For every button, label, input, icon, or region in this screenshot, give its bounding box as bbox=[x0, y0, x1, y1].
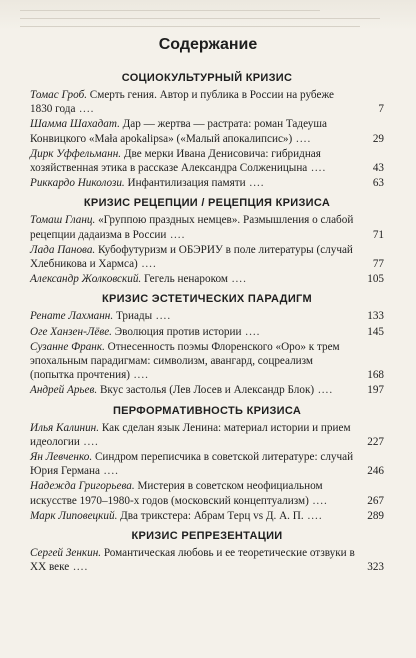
toc-entry[interactable] bbox=[30, 213, 384, 241]
entry-title: Триады bbox=[115, 310, 153, 323]
toc-entry[interactable] bbox=[30, 421, 384, 449]
entry-title: Отнесенность поэмы Флоренского «Оро» к трем эпохальным парадигмам: символизм, авангард, соцреализм (попытка прочтения) bbox=[30, 340, 340, 382]
leader-dots: .... bbox=[152, 310, 172, 323]
entry-title: Инфантилизация памяти bbox=[127, 177, 246, 190]
page-number: 71 bbox=[372, 228, 384, 241]
toc-entry[interactable] bbox=[30, 546, 384, 574]
entry-title: Вкус застолья (Лев Лосев и Александр Блок) bbox=[99, 384, 315, 397]
page-number: 323 bbox=[367, 561, 384, 574]
entry-author: Томас Гроб. bbox=[30, 89, 87, 101]
entry-author: Ян Левченко. bbox=[30, 451, 93, 464]
leader-dots: .... bbox=[166, 228, 186, 241]
section-heading: КРИЗИС РЕПРЕЗЕНТАЦИИ bbox=[131, 530, 283, 543]
page-number: 227 bbox=[367, 435, 384, 448]
leader-dots: .... bbox=[245, 177, 265, 190]
toc-entry[interactable] bbox=[30, 147, 384, 175]
entry-title: Романтическая любовь и ее теоретические отзвуки в XX веке bbox=[30, 547, 355, 574]
section-heading: СОЦИОКУЛЬТУРНЫЙ КРИЗИС bbox=[121, 72, 293, 84]
leader-dots: .... bbox=[314, 384, 334, 397]
leader-dots: .... bbox=[129, 369, 149, 382]
leader-dots: .... bbox=[79, 435, 99, 448]
page-number: 289 bbox=[367, 509, 384, 522]
section-heading: ПЕРФОРМАТИВНОСТЬ КРИЗИСА bbox=[112, 404, 302, 417]
toc-entry[interactable] bbox=[30, 509, 384, 523]
leader-dots: .... bbox=[227, 273, 247, 286]
toc-entry[interactable] bbox=[30, 243, 384, 271]
leader-dots: .... bbox=[307, 162, 327, 175]
entry-author: Илья Калинин. bbox=[30, 421, 100, 434]
page-number: 7 bbox=[378, 103, 384, 116]
entry-author: Сергей Зенкин. bbox=[30, 547, 102, 560]
toc-entry[interactable] bbox=[30, 325, 384, 339]
toc-section bbox=[30, 530, 384, 574]
toc-section bbox=[30, 72, 384, 190]
entry-title: Гегель ненароком bbox=[144, 273, 228, 286]
toc-section bbox=[30, 293, 384, 397]
leader-dots: .... bbox=[69, 561, 89, 574]
toc-entry[interactable] bbox=[30, 309, 384, 323]
toc-section bbox=[30, 197, 384, 286]
entry-author: Томаш Гланц. bbox=[30, 214, 96, 227]
entry-title: «Группою праздных немцев». Размышления о слабой рецепции дадаизма в России bbox=[30, 214, 354, 241]
entry-title: Синдром переписчика в советской литературе: случай Юрия Германа bbox=[30, 451, 354, 478]
toc-entry[interactable] bbox=[30, 479, 384, 507]
leader-dots: .... bbox=[99, 465, 119, 478]
entry-author: Шамма Шахадат. bbox=[30, 118, 120, 131]
toc-entry[interactable] bbox=[30, 383, 384, 397]
page-number: 267 bbox=[367, 494, 384, 507]
leader-dots: .... bbox=[137, 258, 157, 271]
bleed-line bbox=[20, 26, 360, 27]
page-number: 145 bbox=[367, 325, 384, 338]
entry-title: Кубофутуризм и ОБЭРИУ в поле литературы (случай Хлебникова и Хармса) bbox=[30, 243, 353, 271]
page-number: 105 bbox=[367, 273, 384, 286]
page-number: 29 bbox=[372, 132, 384, 145]
leader-dots: .... bbox=[303, 509, 323, 522]
entry-author: Сузанне Франк. bbox=[30, 340, 105, 353]
entry-title: Эволюция против истории bbox=[114, 325, 242, 338]
entry-title: Две мерки Ивана Денисовича: гибридная хозяйственная этика в рассказе Александра Солженицына bbox=[30, 147, 321, 175]
entry-title: Дар — жертва — растрата: роман Тадеуша Конвицкого «Mała apokalipsa» («Малый апокалипсис») bbox=[30, 118, 327, 145]
toc-entry[interactable] bbox=[30, 88, 384, 116]
section-heading: КРИЗИС РЕЦЕПЦИИ / РЕЦЕПЦИЯ КРИЗИСА bbox=[83, 197, 331, 210]
entry-author: Надежда Григорьева. bbox=[30, 480, 135, 493]
bleed-line bbox=[20, 18, 380, 19]
toc-section bbox=[30, 405, 384, 523]
toc-entry[interactable] bbox=[30, 340, 384, 383]
toc-entry[interactable] bbox=[30, 176, 384, 190]
leader-dots: .... bbox=[241, 325, 261, 338]
entry-author: Риккардо Николози. bbox=[30, 177, 125, 190]
section-heading: КРИЗИС ЭСТЕТИЧЕСКИХ ПАРАДИГМ bbox=[101, 293, 313, 306]
page-number: 77 bbox=[372, 258, 384, 271]
leader-dots: .... bbox=[75, 103, 95, 116]
toc-entry[interactable] bbox=[30, 117, 384, 145]
bleed-line bbox=[20, 10, 320, 11]
page-number: 246 bbox=[367, 465, 384, 478]
page-number: 63 bbox=[372, 177, 384, 190]
entry-author: Александр Жолковский. bbox=[30, 273, 142, 286]
entry-title: Два трикстера: Абрам Терц vs Д. А. П. bbox=[120, 509, 304, 522]
table-of-contents bbox=[30, 68, 384, 581]
page-number: 197 bbox=[367, 384, 384, 397]
page-number: 133 bbox=[367, 310, 384, 323]
leader-dots: .... bbox=[308, 494, 328, 507]
page-number: 43 bbox=[372, 162, 384, 175]
toc-entry[interactable] bbox=[30, 450, 384, 478]
entry-author: Лада Панова. bbox=[30, 243, 96, 256]
entry-title: Смерть гения. Автор и публика в России на рубеже 1830 года bbox=[30, 89, 334, 116]
entry-author: Ренате Лахманн. bbox=[30, 310, 114, 323]
entry-author: Андрей Арьев. bbox=[30, 384, 98, 397]
entry-author: Дирк Уффельманн. bbox=[30, 147, 122, 160]
toc-entry[interactable] bbox=[30, 272, 384, 286]
entry-author: Оге Ханзен-Лёве. bbox=[30, 325, 112, 338]
page-title: Содержание bbox=[158, 36, 258, 53]
page-number: 168 bbox=[367, 369, 384, 382]
entry-title: Мистерия в советском неофициальном искусстве 1970–1980-х годов (московский концептуализм) bbox=[30, 480, 323, 507]
entry-author: Марк Липовецкий. bbox=[30, 509, 118, 522]
leader-dots: .... bbox=[292, 132, 312, 145]
entry-title: Как сделан язык Ленина: материал истории и прием идеологии bbox=[30, 421, 351, 448]
